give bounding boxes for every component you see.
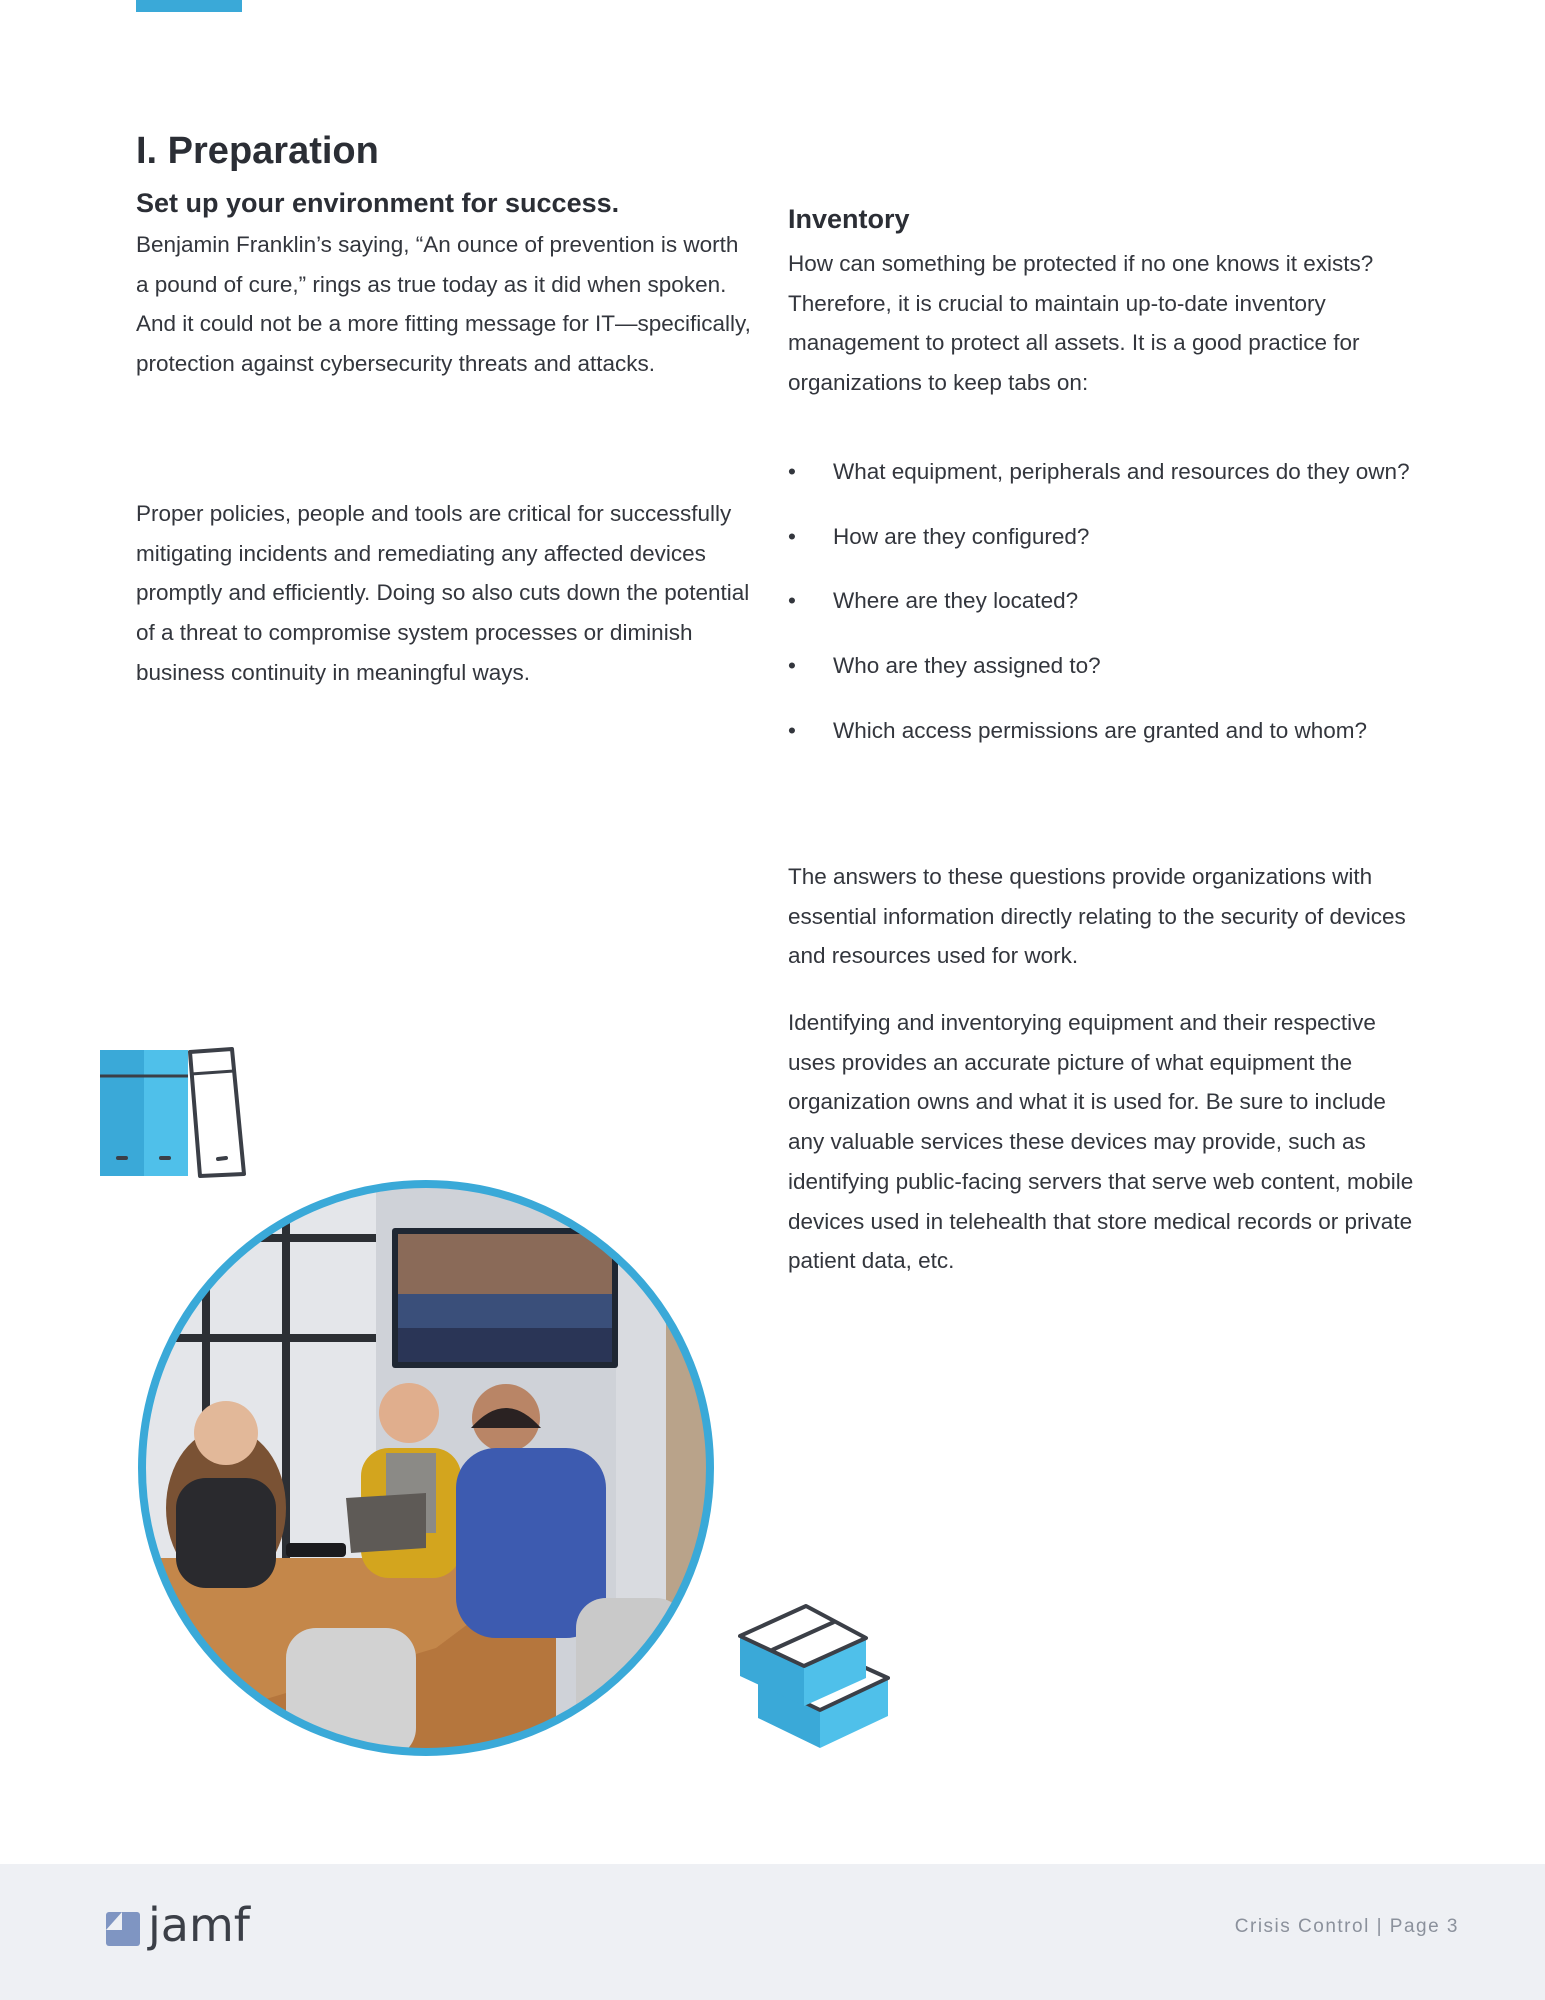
bullet-text: What equipment, peripherals and resources do they own? — [833, 459, 1410, 484]
meeting-photo — [136, 1178, 716, 1758]
inventory-title: Inventory — [788, 204, 910, 234]
top-accent-bar — [136, 0, 242, 12]
stacked-boxes-icon — [738, 1600, 890, 1748]
bullet-item — [788, 517, 1428, 557]
inventory-paragraph-2: The answers to these questions provide organizations with essential information directly relating to the security of devices and resources used for work. — [788, 864, 1406, 969]
subheading: Set up your environment for success. — [136, 188, 620, 218]
left-paragraph-1: Benjamin Franklin’s saying, “An ounce of prevention is worth a pound of cure,” rings as true today as it did when spoken. And it could not be a more fitting message for IT—specifically, protection against cybersecurity threats and attacks. — [136, 232, 751, 377]
bullet-text: Which access permissions are granted and to whom? — [833, 717, 1368, 743]
inventory-bullet-list — [788, 452, 1428, 776]
bullet-item — [788, 646, 1428, 686]
bullet-dot: • — [788, 523, 796, 549]
bullet-text: How are they configured? — [833, 523, 1090, 549]
bullet-item — [788, 581, 1428, 621]
page-heading: I. Preparation — [136, 130, 379, 172]
bullet-text: Who are they assigned to? — [833, 653, 1101, 679]
bullet-text: Where are they located? — [833, 588, 1079, 614]
jamf-logo-text: jamf — [148, 1898, 250, 1952]
binders-icon — [98, 1046, 248, 1180]
bullet-dot: • — [788, 588, 796, 614]
left-paragraph-2: Proper policies, people and tools are critical for successfully mitigating incidents and remediating any affected devices promptly and efficiently. Doing so also cuts down the potential of a threat to compromise system processes or diminish business continuity in meaningful ways. — [136, 501, 750, 685]
bullet-dot: • — [788, 459, 796, 484]
bullet-item — [788, 452, 1428, 492]
bullet-dot: • — [788, 717, 796, 743]
inventory-intro: How can something be protected if no one knows it exists? Therefore, it is crucial to maintain up-to-date inventory management to protect all assets. It is a good practice for organizations to keep tabs on: — [788, 251, 1374, 396]
bullet-item — [788, 711, 1428, 751]
bullet-dot: • — [788, 653, 796, 679]
page-label: Crisis Control | Page 3 — [1234, 1916, 1459, 1937]
inventory-paragraph-3: Identifying and inventorying equipment and their respective uses provides an accurate picture of what equipment the organization owns and what it is used for. Be sure to include any valuable services these devices may provide, such as identifying public-facing servers that serve web content, mobile devices used in telehealth that store medical records or private patient data, etc. — [788, 1010, 1414, 1274]
